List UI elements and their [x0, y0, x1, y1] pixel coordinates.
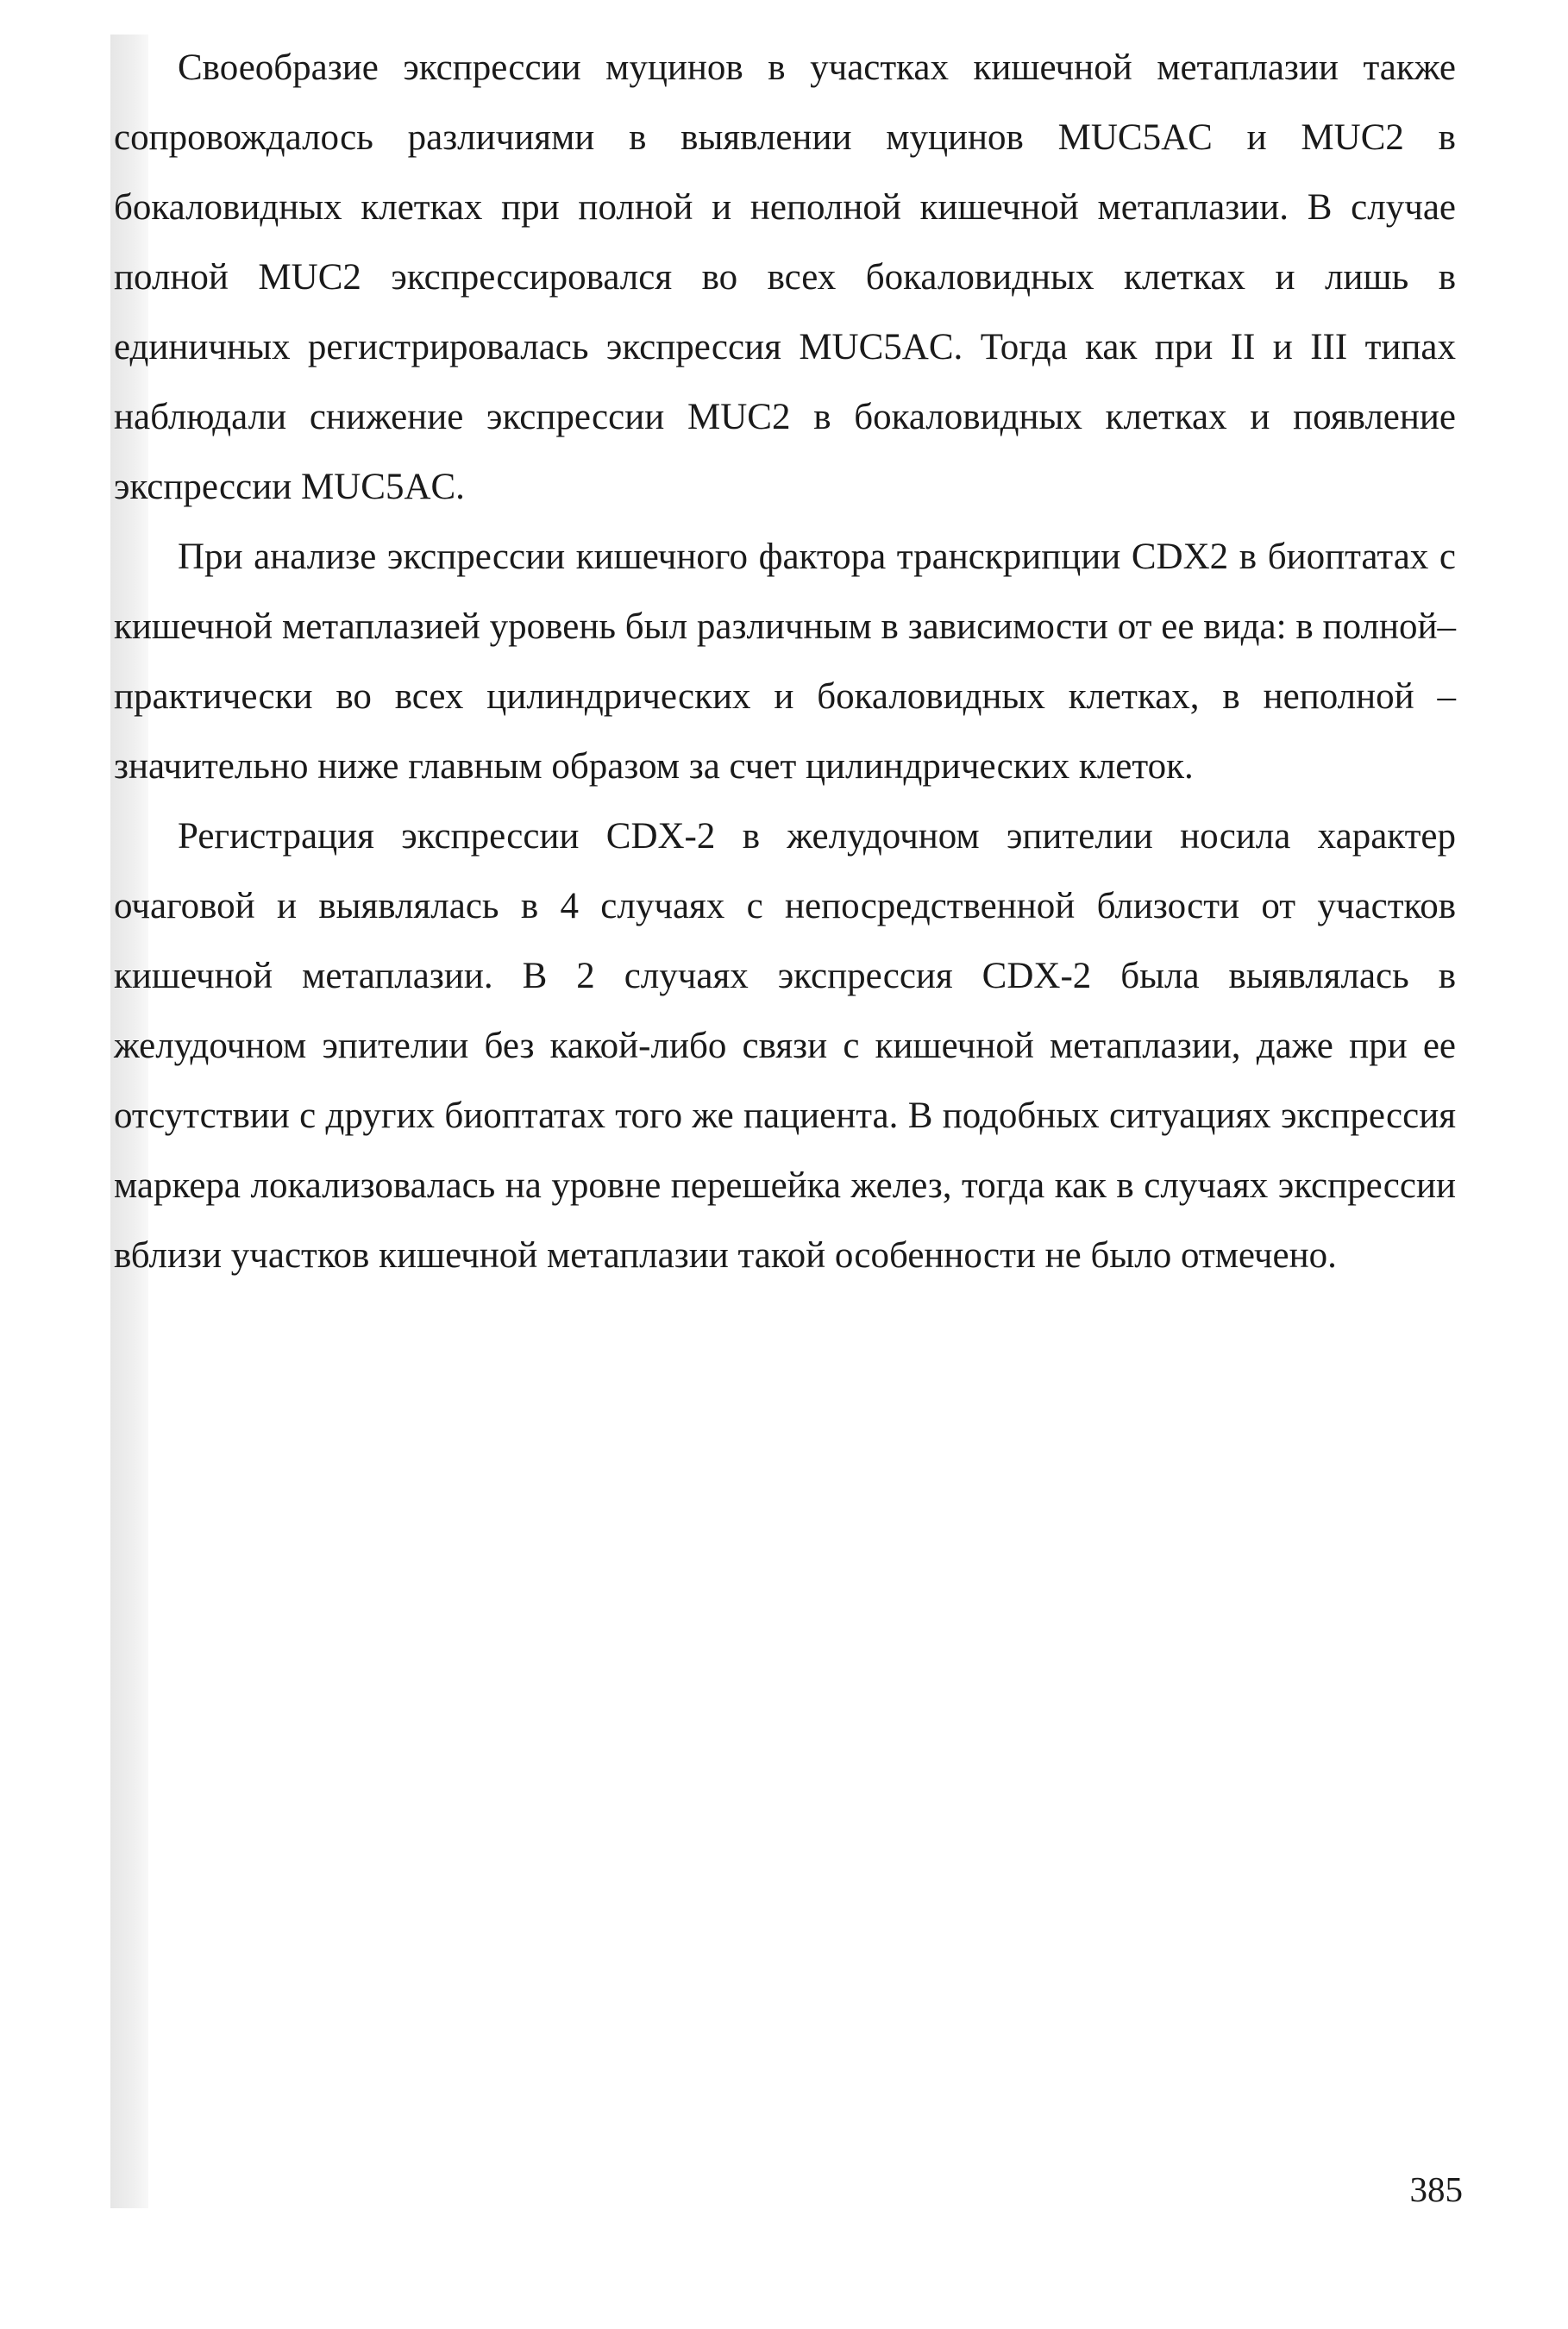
paragraph-cdx2-analysis: При анализе экспрессии кишечного фактора транскрипции CDX2 в биоптатах с кишечной метаплазией уровень был различным в зависимости от ее вида: в полной– практически во всех цилиндрических и бокаловидных клетках, в неполной –значительно ниже главным образом за счет цилиндрических клеток.	[114, 537, 1456, 787]
paragraph-mucin-expression: Своеобразие экспрессии муцинов в участках кишечной метаплазии также сопровождалось различиями в выявлении муцинов MUC5AC и MUC2 в бокаловидных клетках при полной и неполной кишечной метаплазии. В случае полной MUC2 экспрессировался во всех бокаловидных клетках и лишь в единичных регистрировалась экспрессия MUC5AC. Тогда как при II и III типах наблюдали снижение экспрессии MUC2 в бокаловидных клетках и появление экспрессии MUC5AC.	[114, 47, 1456, 507]
page-body	[114, 33, 1456, 1290]
page-number: 385	[1409, 2169, 1463, 2209]
paragraph-cdx2-registration: Регистрация экспрессии CDX-2 в желудочном эпителии носила характер очаговой и выявлялась в 4 случаях с непосредственной близости от участков кишечной метаплазии. В 2 случаях экспрессия CDX-2 была выявлялась в желудочном эпителии без какой-либо связи с кишечной метаплазии, даже при ее отсутствии с других биоптатах того же пациента. В подобных ситуациях экспрессия маркера локализовалась на уровне перешейка желез, тогда как в случаях экспрессии вблизи участков кишечной метаплазии такой особенности не было отмечено.	[114, 816, 1456, 1276]
